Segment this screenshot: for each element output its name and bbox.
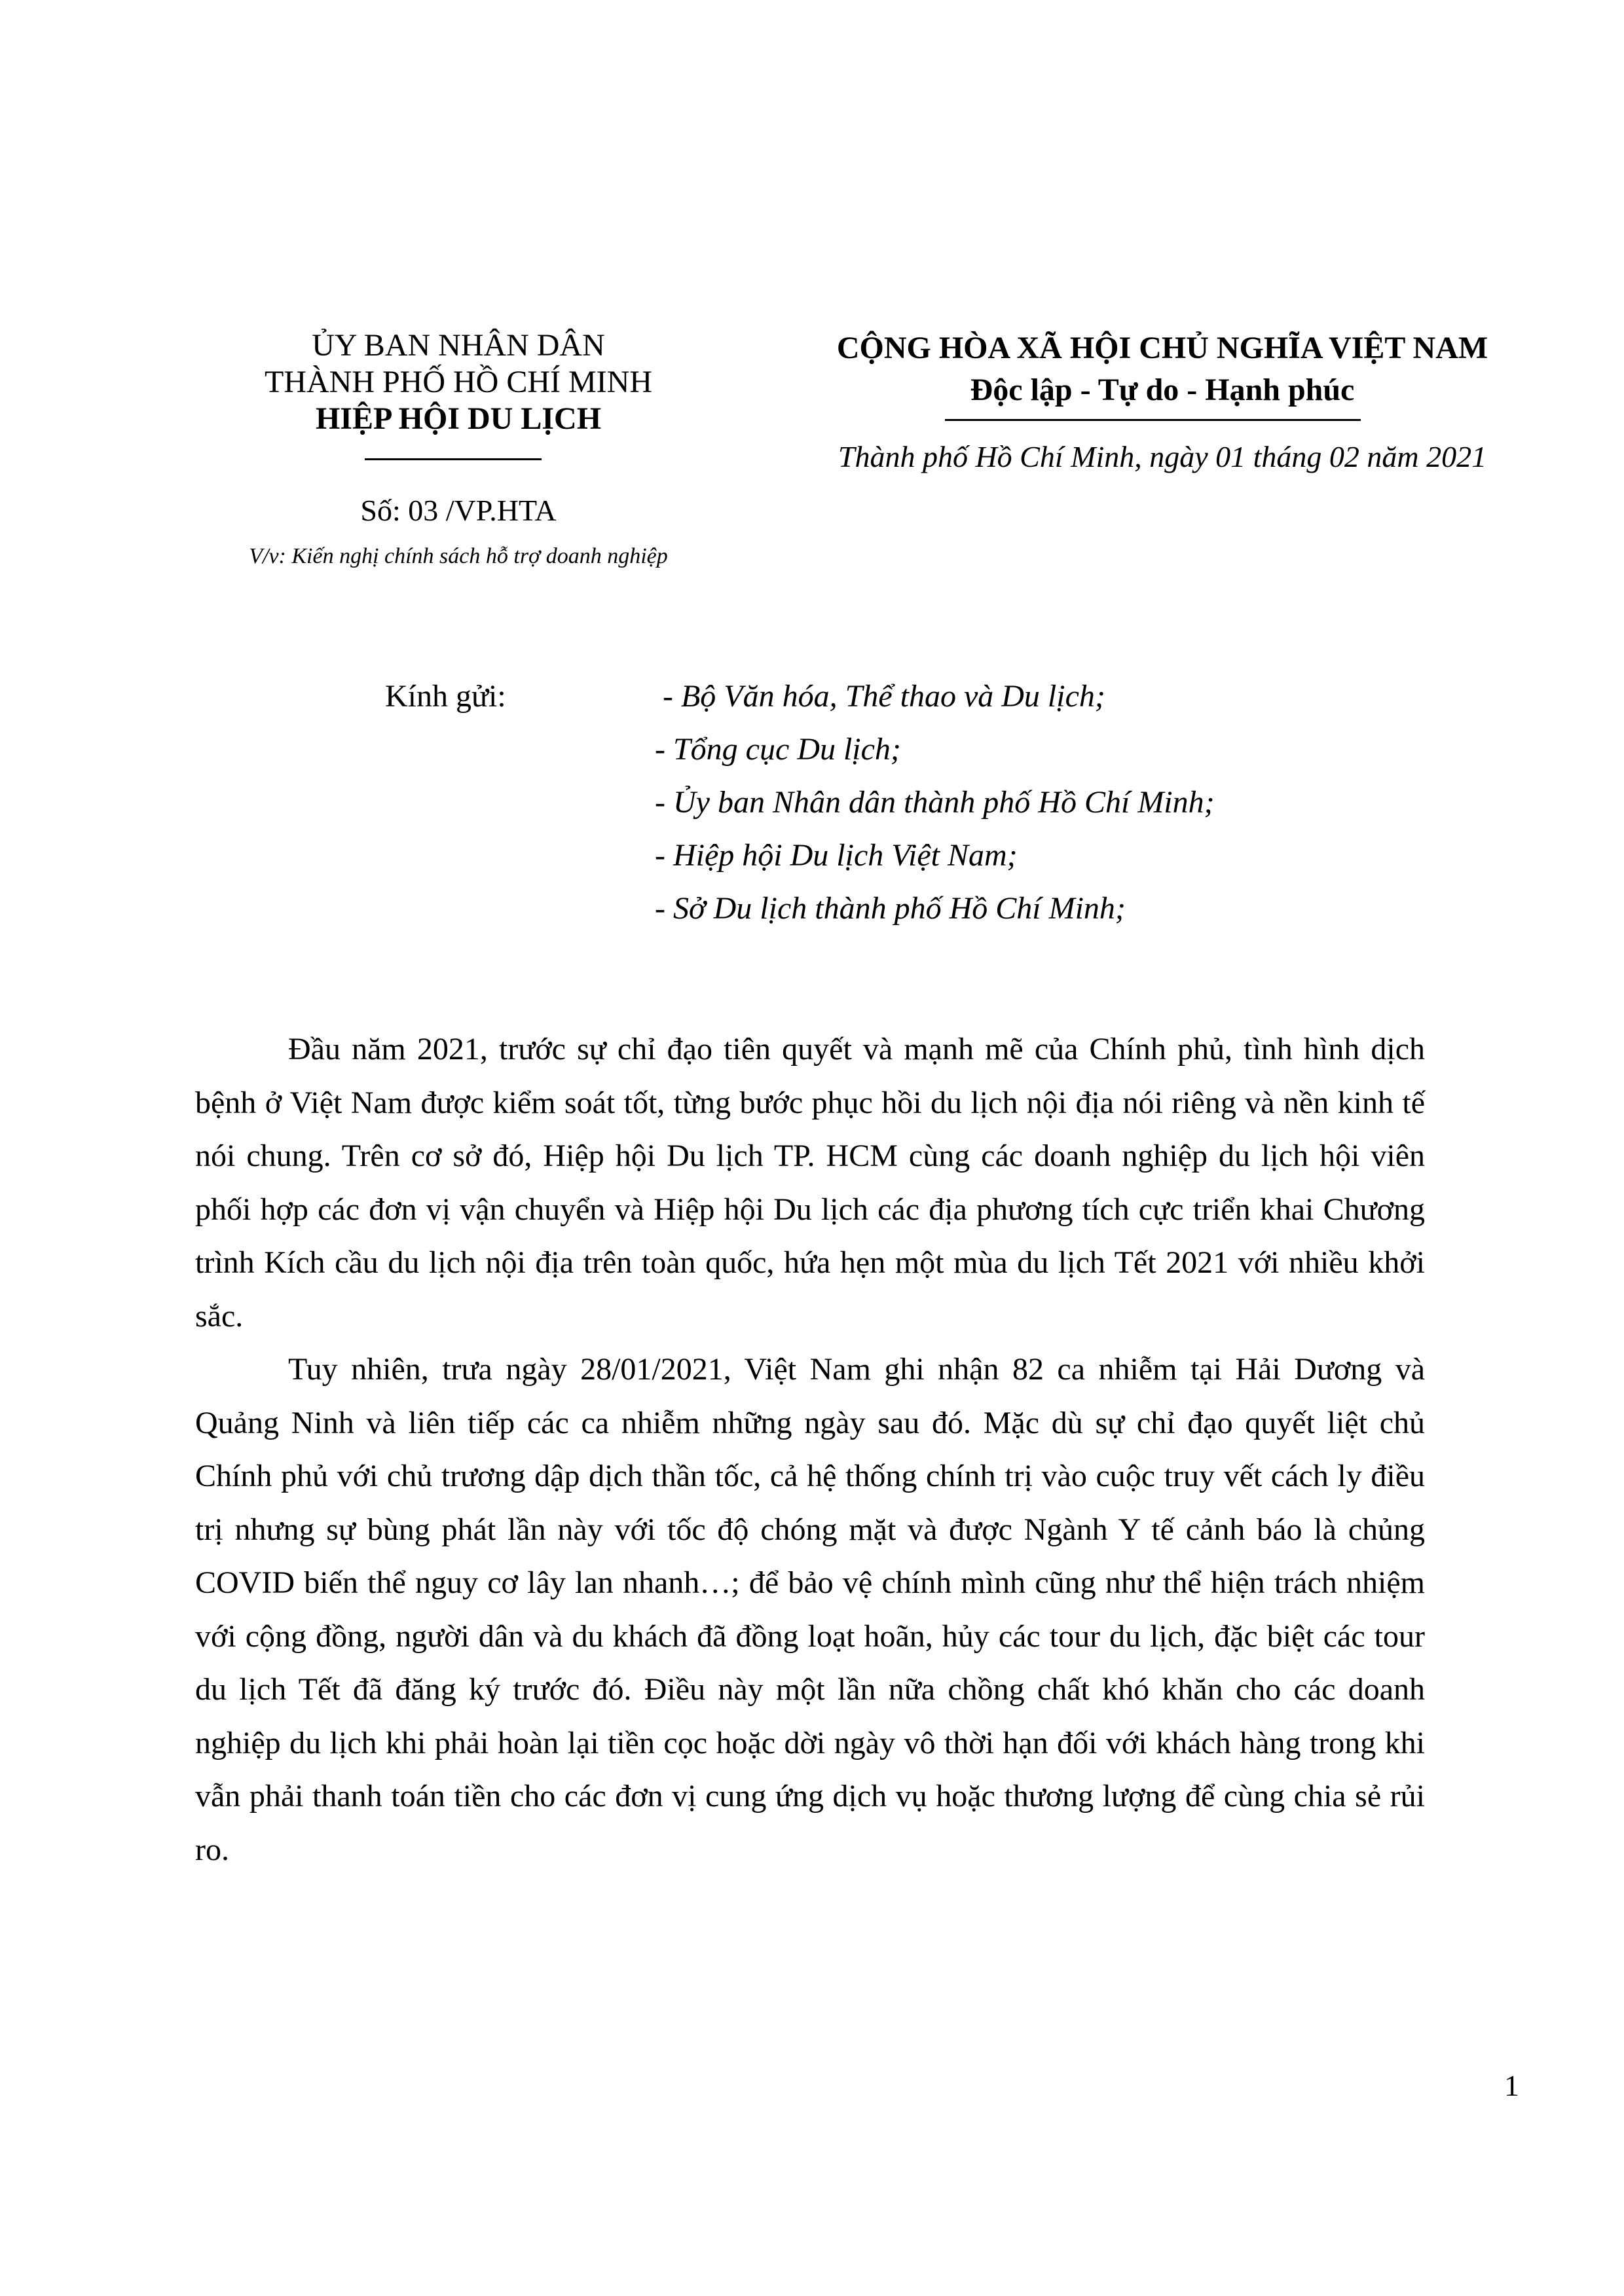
body-paragraph: Tuy nhiên, trưa ngày 28/01/2021, Việt Nam ghi nhận 82 ca nhiễm tại Hải Dương và Quảng Ninh và liên tiếp các ca nhiễm những ngày sau đó. Mặc dù sự chỉ đạo quyết liệt chủ Chính phủ với chủ trương dập dịch thần tốc, cả hệ thống chính trị vào cuộc truy vết cách ly điều trị nhưng sự bùng phát lần này với tốc độ chóng mặt và được Ngành Y tế cảnh báo là chủng COVID biến thể nguy cơ lây lan nhanh…; để bảo vệ chính mình cũng như thể hiện trách nhiệm với cộng đồng, người dân và du khách đã đồng loạt hoãn, hủy các tour du lịch, đặc biệt các tour du lịch Tết đã đăng ký trước đó. Điều này một lần nữa chồng chất khó khăn cho các doanh nghiệp du lịch khi phải hoàn lại tiền cọc hoặc dời ngày vô thời hạn đối với khách hàng trong khi vẫn phải thanh toán tiền cho các đơn vị cung ứng dịch vụ hoặc thương lượng để cùng chia sẻ rủi ro. (195, 1352, 1425, 1867)
date-place-line: Thành phố Hồ Chí Minh, ngày 01 tháng 02 năm 2021 (838, 440, 1487, 473)
document-subject: V/v: Kiến nghị chính sách hỗ trợ doanh nghiệp (249, 544, 668, 568)
national-motto: Độc lập - Tự do - Hạnh phúc (970, 373, 1355, 407)
national-header (786, 327, 1539, 411)
recipient-item: - Hiệp hội Du lịch Việt Nam; (655, 838, 1018, 873)
page-number: 1 (1504, 2069, 1519, 2102)
document-number: Số: 03 /VP.HTA (360, 494, 557, 527)
recipient-item: - Sở Du lịch thành phố Hồ Chí Minh; (655, 891, 1126, 926)
recipient-item: - Ủy ban Nhân dân thành phố Hồ Chí Minh; (655, 785, 1215, 820)
issuer-line-2: THÀNH PHỐ HỒ CHÍ MINH (265, 365, 652, 399)
nation-title: CỘNG HÒA XÃ HỘI CHỦ NGHĨA VIỆT NAM (836, 331, 1488, 365)
body-paragraph: Đầu năm 2021, trước sự chỉ đạo tiên quyết và mạnh mẽ của Chính phủ, tình hình dịch bệnh ở Việt Nam được kiểm soát tốt, từng bước phục hồi du lịch nội địa nói riêng và nền kinh tế nói chung. Trên cơ sở đó, Hiệp hội Du lịch TP. HCM cùng các doanh nghiệp du lịch hội viên phối hợp các đơn vị vận chuyển và Hiệp hội Du lịch các địa phương tích cực triển khai Chương trình Kích cầu du lịch nội địa trên toàn quốc, hứa hẹn một mùa du lịch Tết 2021 với nhiều khởi sắc. (195, 1032, 1425, 1334)
motto-divider (945, 419, 1361, 421)
letter-body (195, 1023, 1425, 1876)
recipients-list (655, 678, 1506, 943)
issuer-line-1: ỦY BAN NHÂN DÂN (312, 328, 605, 363)
issuer-org-name: HIỆP HỘI DU LỊCH (315, 401, 602, 436)
issuer-header (164, 327, 753, 437)
issuer-divider (365, 458, 542, 460)
recipient-item: - Tổng cục Du lịch; (655, 732, 901, 767)
recipient-item: - Bộ Văn hóa, Thể thao và Du lịch; (663, 679, 1105, 714)
recipients-label: Kính gửi: (385, 679, 506, 714)
